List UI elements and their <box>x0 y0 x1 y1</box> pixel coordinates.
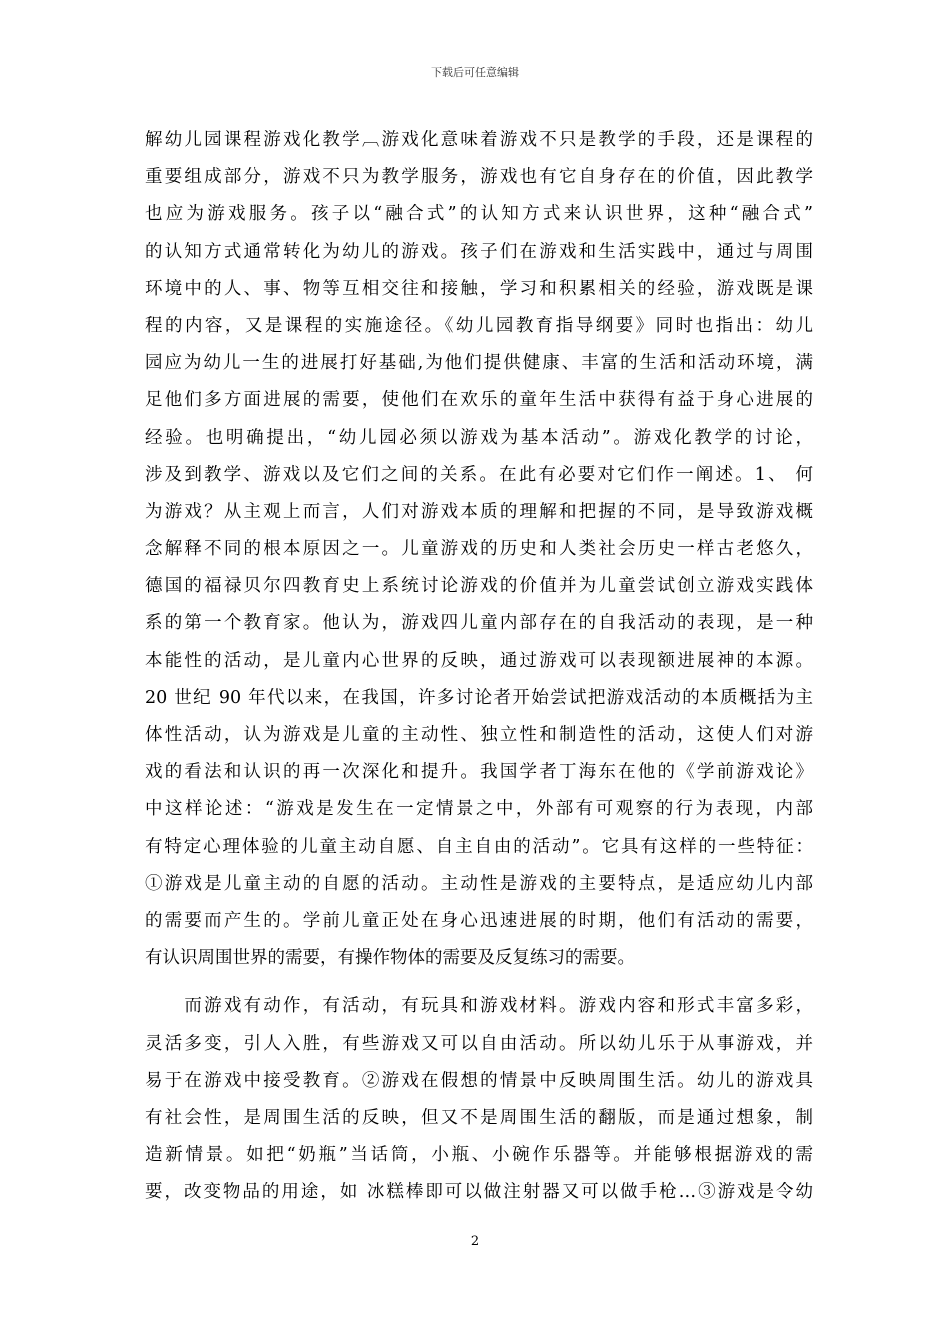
text-line: 环境中的人、事、物等互相交往和接触，学习和积累相关的经验，游戏既是课 <box>145 278 813 299</box>
paragraph-spacing <box>145 977 813 988</box>
text-line: 足他们多方面进展的需要，使他们在欢乐的童年生活中获得有益于身心进展的 <box>145 390 813 411</box>
text-line: 涉及到教学、游戏以及它们之间的关系。在此有必要对它们作一阐述。1、 何 <box>145 464 813 485</box>
page-number: 2 <box>470 1234 480 1249</box>
page-header: 下载后可任意编辑 <box>431 66 519 79</box>
text-line: 为游戏？从主观上而言，人们对游戏本质的理解和把握的不同，是导致游戏概 <box>145 501 813 522</box>
paragraph <box>145 988 813 1211</box>
text-line: ①游戏是儿童主动的自愿的活动。主动性是游戏的主要特点，是适应幼儿内部 <box>145 873 813 894</box>
text-line: 德国的福禄贝尔四教育史上系统讨论游戏的价值并为儿童尝试创立游戏实践体 <box>145 576 813 597</box>
text-line: 体性活动，认为游戏是儿童的主动性、独立性和制造性的活动，这使人们对游 <box>145 725 813 745</box>
text-line: 有社会性，是周围生活的反映，但又不是周围生活的翻版，而是通过想象，制 <box>145 1107 813 1128</box>
text-line: 解幼儿园课程游戏化教学︹游戏化意味着游戏不只是教学的手段，还是课程的 <box>145 130 813 150</box>
text-line: 20 世纪 90 年代以来，在我国，许多讨论者开始尝试把游戏活动的本质概括为主 <box>145 687 813 708</box>
document-body <box>145 122 813 1211</box>
text-line: 系的第一个教育家。他认为，游戏四儿童内部存在的自我活动的表现，是一种 <box>145 613 813 634</box>
text-line: 念解释不同的根本原因之一。儿童游戏的历史和人类社会历史一样古老悠久， <box>145 539 813 560</box>
text-line: 重要组成部分，游戏不只为教学服务，游戏也有它自身存在的价值，因此教学 <box>145 167 813 188</box>
text-line: 造新情景。如把“奶瓶”当话筒，小瓶、小碗作乐器等。并能够根据游戏的需 <box>145 1145 813 1166</box>
text-line: 的需要而产生的。学前儿童正处在身心迅速进展的时期，他们有活动的需要， <box>145 910 813 931</box>
text-line: 也应为游戏服务。孩子以“融合式”的认知方式来认识世界，这种“融合式” <box>145 204 813 225</box>
paragraph <box>145 122 813 977</box>
text-line: 中这样论述：“游戏是发生在一定情景之中，外部有可观察的行为表现，内部 <box>145 799 813 820</box>
text-line: 园应为幼儿一生的进展打好基础,为他们提供健康、丰富的生活和活动环境，满 <box>145 353 813 374</box>
text-line: 经验。也明确提出，“幼儿园必须以游戏为基本活动”。游戏化教学的讨论， <box>145 427 813 448</box>
text-line: 要，改变物品的用途，如 冰糕棒即可以做注射器又可以做手枪…③游戏是令幼 <box>145 1182 813 1203</box>
text-line: 有认识周围世界的需要，有操作物体的需要及反复练习的需要。 <box>145 948 635 969</box>
text-line: 灵活多变，引人入胜，有些游戏又可以自由活动。所以幼儿乐于从事游戏，并 <box>145 1033 813 1054</box>
text-line: 本能性的活动，是儿童内心世界的反映，通过游戏可以表现额进展神的本源。 <box>145 650 813 671</box>
text-line: 易于在游戏中接受教育。②游戏在假想的情景中反映周围生活。幼儿的游戏具 <box>145 1070 813 1091</box>
text-line: 程的内容，又是课程的实施途径。《幼儿园教育指导纲要》同时也指出：幼儿 <box>145 315 813 336</box>
text-line: 的认知方式通常转化为幼儿的游戏。孩子们在游戏和生活实践中，通过与周围 <box>145 241 813 262</box>
text-line: 而游戏有动作，有活动，有玩具和游戏材料。游戏内容和形式丰富多彩， <box>145 996 813 1017</box>
text-line: 戏的看法和认识的再一次深化和提升。我国学者丁海东在他的《学前游戏论》 <box>145 762 813 783</box>
text-line: 有特定心理体验的儿童主动自愿、自主自由的活动”。它具有这样的一些特征： <box>145 836 813 857</box>
